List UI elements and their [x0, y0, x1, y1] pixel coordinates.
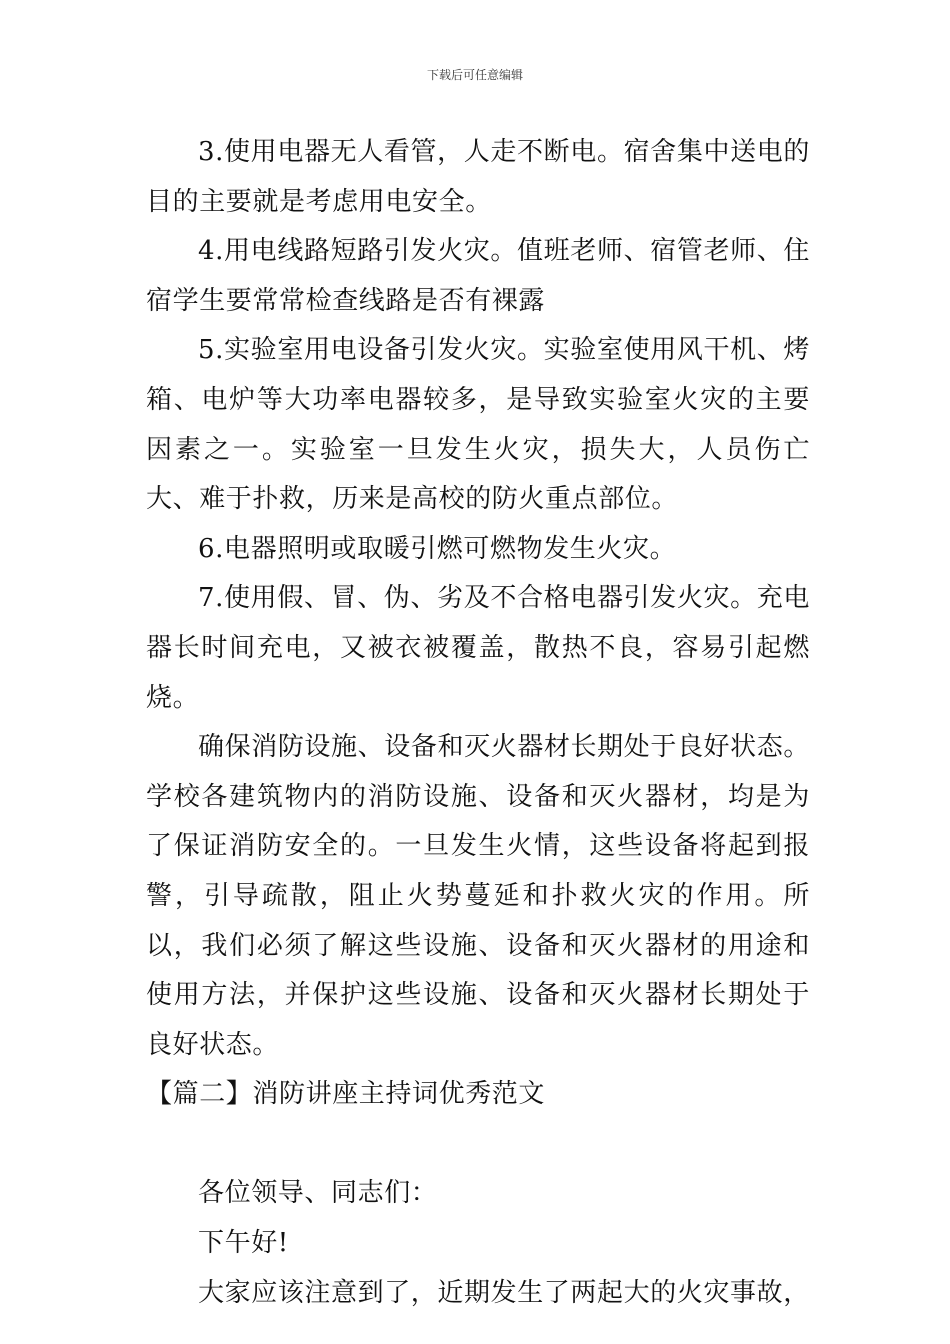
paragraph-item-3: 3.使用电器无人看管，人走不断电。宿舍集中送电的目的主要就是考虑用电安全。 — [146, 137, 810, 217]
document-body — [146, 128, 810, 1318]
paragraph-maintenance: 确保消防设施、设备和灭火器材长期处于良好状态。学校各建筑物内的消防设施、设备和灭火器材，均是为了保证消防安全的。一旦发生火情，这些设备将起到报警，引导疏散，阻止火势蔓延和扑救火灾的作用。所以，我们必须了解这些设施、设备和灭火器材的用途和使用方法，并保护这些设施、设备和灭火器材长期处于良好状态。 — [146, 732, 810, 1060]
speech-intro: 大家应该注意到了，近期发生了两起大的火灾事故， — [198, 1277, 810, 1308]
paragraph-item-6: 6.电器照明或取暖引燃可燃物发生火灾。 — [198, 533, 677, 564]
page-header: 下载后可任意编辑 — [426, 68, 523, 82]
speech-good-afternoon: 下午好! — [198, 1228, 289, 1259]
paragraph-item-5: 5.实验室用电设备引发火灾。实验室使用风干机、烤箱、电炉等大功率电器较多，是导致实验室火灾的主要因素之一。实验室一旦发生火灾，损失大，人员伤亡大、难于扑救，历来是高校的防火重点部位。 — [146, 335, 810, 515]
section-title: 【篇二】消防讲座主持词优秀范文 — [146, 1079, 546, 1110]
speech-greeting: 各位领导、同志们： — [198, 1178, 438, 1209]
blank-line — [146, 1120, 810, 1170]
paragraph-item-7: 7.使用假、冒、伪、劣及不合格电器引发火灾。充电器长时间充电，又被衣被覆盖，散热不良，容易引起燃烧。 — [146, 583, 810, 713]
paragraph-item-4: 4.用电线路短路引发火灾。值班老师、宿管老师、住宿学生要常常检查线路是否有裸露 — [146, 236, 810, 316]
